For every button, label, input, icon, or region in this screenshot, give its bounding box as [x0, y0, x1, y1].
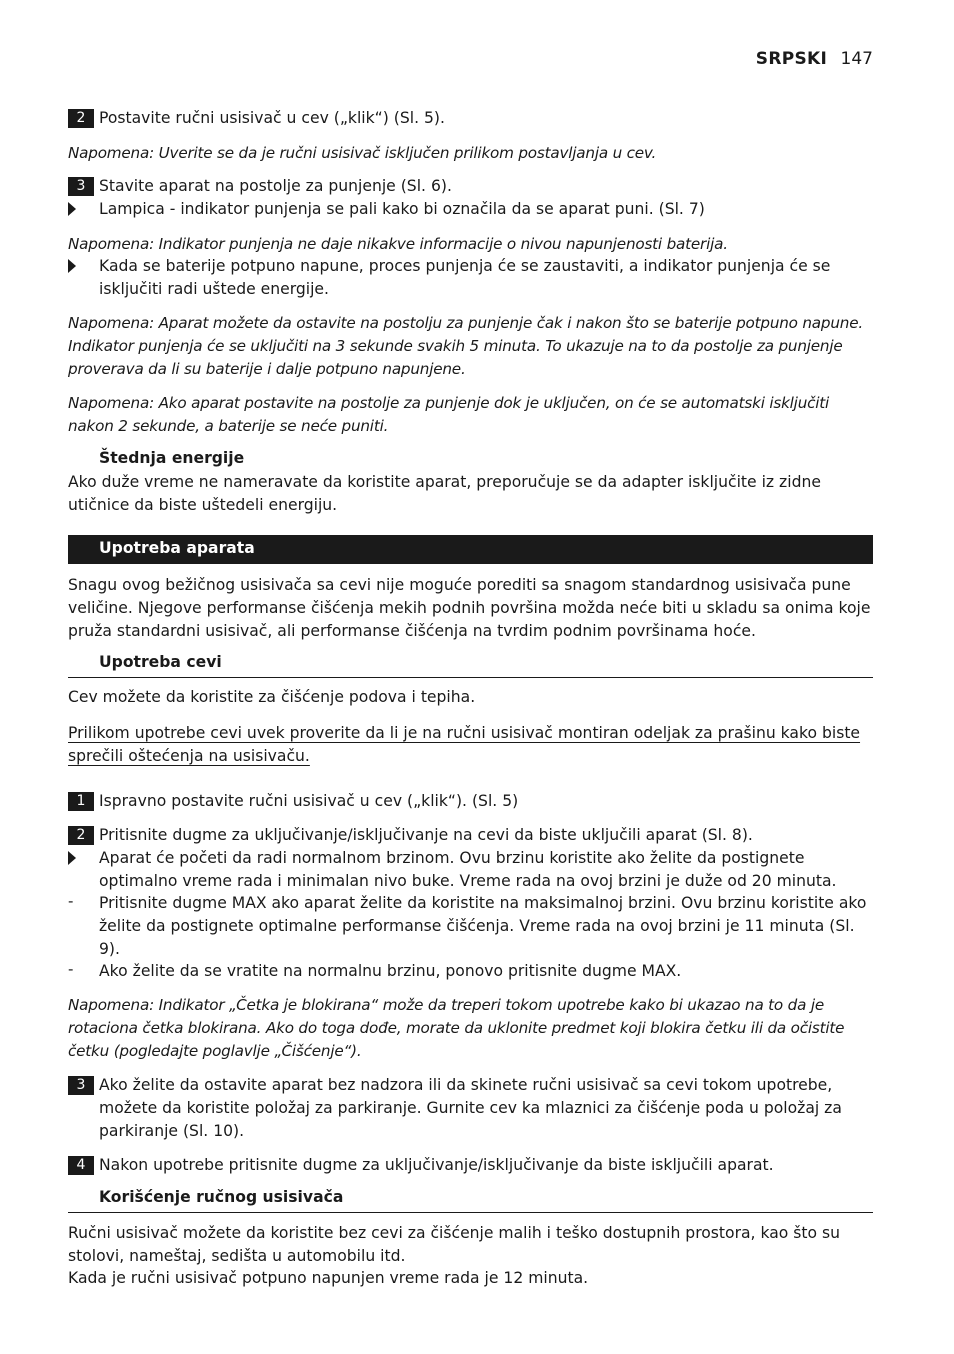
note: Napomena: Uverite se da je ručni usisivač isključen prilikom postavljanja u cev. — [68, 144, 657, 162]
step-text: Postavite ručni usisivač u cev („klik“) (Sl. 5). — [99, 109, 445, 127]
step-text: Stavite aparat na postolje za punjenje (Sl. 6). — [99, 177, 452, 195]
section-bar — [68, 535, 873, 564]
dash-item-text: Ako želite da se vratite na normalnu brzinu, ponovo pritisnite dugme MAX. — [99, 962, 682, 980]
bullet-triangle-icon — [68, 259, 76, 273]
note: Napomena: Ako aparat postavite na postolje za punjenje dok je uključen, on će se automatski isključiti nakon 2 sekunde, a baterije se neće puniti. — [68, 394, 830, 435]
dash-marker: - — [68, 892, 74, 910]
paragraph: Snagu ovog bežičnog usisivača sa cevi nije moguće porediti sa snagom standardnog usisivača pune veličine. Njegove performanse čišćenja mekih podnih površina možda neće biti u skladu sa onima koje pruža standardni usisivač, ali performanse čišćenja na tvrdim podnim površinama hoće. — [68, 576, 871, 640]
paragraph: Ako duže vreme ne nameravate da koristite aparat, preporučuje se da adapter isključite iz zidne utičnice da biste uštedeli energiju. — [68, 473, 821, 514]
step-text: Ako želite da ostavite aparat bez nadzora ili da skinete ručni usisivač sa cevi tokom upotrebe, možete da koristite položaj za parkiranje. Gurnite cev ka mlaznici za čišćenje poda u položaj za parkiranje (Sl. 10). — [99, 1076, 842, 1140]
step-text: Nakon upotrebe pritisnite dugme za uključivanje/isključivanje da biste isključili aparat. — [99, 1156, 774, 1174]
section-bar-title: Upotreba aparata — [99, 539, 255, 557]
section-heading: Štednja energije — [99, 449, 245, 467]
page-header — [756, 49, 873, 69]
step-number: 3 — [68, 177, 94, 196]
paragraph: Cev možete da koristite za čišćenje podova i tepiha. — [68, 688, 476, 706]
section-heading: Upotreba cevi — [99, 653, 222, 671]
paragraph: Kada je ručni usisivač potpuno napunjen vreme rada je 12 minuta. — [68, 1269, 589, 1287]
note: Napomena: Aparat možete da ostavite na postolju za punjenje čak i nakon što se baterije potpuno napune. Indikator punjenja će se uključiti na 3 sekunde svakih 5 minuta. To ukazuje na to da postolje za punjenje proverava da li su baterije i dalje potpuno napunjene. — [68, 314, 863, 378]
step-number: 3 — [68, 1076, 94, 1095]
note: Napomena: Indikator „Četka je blokirana“ može da treperi tokom upotrebe kako bi ukazao na to da je rotaciona četka blokirana. Ako do toga dođe, morate da uklonite predmet koji blokira četku ili da očistite četku (pogledajte poglavlje „Čišćenje“). — [68, 996, 845, 1060]
step-number: 1 — [68, 792, 94, 811]
bullet-text: Aparat će početi da radi normalnom brzinom. Ovu brzinu koristite ako želite da postignete optimalno vreme rada i minimalan nivo buke. Vreme rada na ovoj brzini je duže od 20 minuta. — [99, 849, 837, 890]
bullet-text: Lampica - indikator punjenja se pali kako bi označila da se aparat puni. (Sl. 7) — [99, 200, 705, 218]
step-number: 4 — [68, 1156, 94, 1175]
dash-marker: - — [68, 960, 74, 978]
bullet-triangle-icon — [68, 851, 76, 865]
paragraph: Ručni usisivač možete da koristite bez cevi za čišćenje malih i teško dostupnih prostora, kao što su stolovi, nameštaj, sedišta u automobilu itd. — [68, 1224, 841, 1265]
section-heading: Korišćenje ručnog usisivača — [99, 1188, 344, 1206]
step-text: Pritisnite dugme za uključivanje/isključivanje na cevi da biste uključili aparat (Sl. 8). — [99, 826, 753, 844]
bullet-text: Kada se baterije potpuno napune, proces punjenja će se zaustaviti, a indikator punjenja će se isključiti radi uštede energije. — [99, 257, 831, 298]
step-number: 2 — [68, 109, 94, 128]
dash-item-text: Pritisnite dugme MAX ako aparat želite da koristite na maksimalnoj brzini. Ovu brzinu koristite ako želite da postignete optimalne performanse čišćenja. Vreme rada na ovoj brzini je 11 minuta (Sl. 9). — [99, 894, 867, 958]
heading-rule — [68, 677, 873, 678]
language-label: SRPSKI — [755, 49, 828, 69]
bullet-triangle-icon — [68, 202, 76, 216]
step-number: 2 — [68, 826, 94, 845]
note: Napomena: Indikator punjenja ne daje nikakve informacije o nivou napunjenosti baterija. — [68, 235, 728, 253]
heading-rule — [68, 1212, 873, 1213]
warning-paragraph: Prilikom upotrebe cevi uvek proverite da li je na ručni usisivač montiran odeljak za prašinu kako biste sprečili oštećenja na usisivaču. — [68, 724, 861, 765]
step-text: Ispravno postavite ručni usisivač u cev („klik“). (Sl. 5) — [99, 792, 519, 810]
page-number: 147 — [840, 49, 873, 69]
